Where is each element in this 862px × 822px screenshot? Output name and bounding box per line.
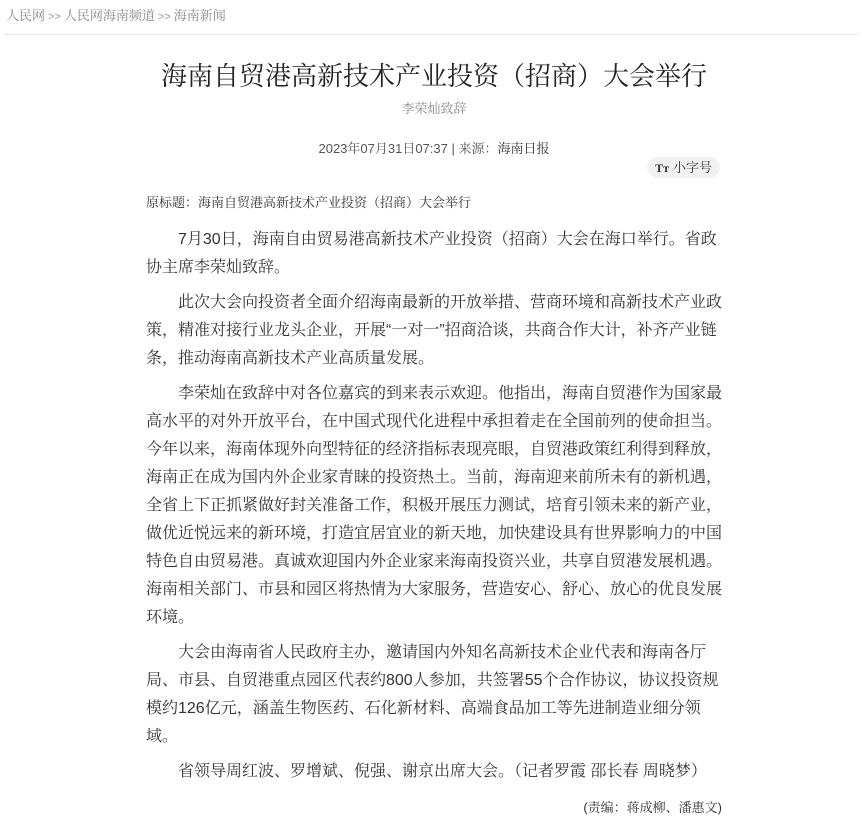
- header-divider: [4, 34, 858, 35]
- breadcrumb-separator: >>: [157, 11, 171, 23]
- publish-datetime: 2023年07月31日07:37: [318, 141, 448, 156]
- source-label: 来源：: [458, 141, 498, 156]
- paragraph: 省领导周红波、罗增斌、倪强、谢京出席大会。（记者罗霞 邵长春 周晓梦）: [178, 763, 707, 780]
- editor-credit: (责编：蒋成柳、潘惠文): [583, 800, 722, 815]
- breadcrumb-link-people[interactable]: 人民网: [6, 8, 46, 23]
- original-title: 原标题：海南自贸港高新技术产业投资（招商）大会举行: [146, 195, 472, 210]
- font-size-label: 小字号: [672, 160, 712, 175]
- article-subtitle: 李荣灿致辞: [401, 101, 467, 116]
- breadcrumb-link-hainan-news[interactable]: 海南新闻: [173, 8, 226, 23]
- paragraph: 7月30日，海南自由贸易港高新技术产业投资（招商）大会在海口举行。省政协主席李荣灿致辞。: [146, 231, 717, 276]
- paragraph: 李荣灿在致辞中对各位嘉宾的到来表示欢迎。他指出，海南自贸港作为国家最高水平的对外开放平台，在中国式现代化进程中承担着走在全国前列的使命担当。今年以来，海南体现外向型特征的经济指标表现亮眼，自贸港政策红利得到释放，海南正在成为国内外企业家青睐的投资热土。当前，海南迎来前所未有的新机遇，全省上下正抓紧做好封关准备工作，积极开展压力测试，培育引领未来的新产业，做优近悦远来的新环境，打造宜居宜业的新天地，加快建设具有世界影响力的中国特色自由贸易港。真诚欢迎国内外企业家来海南投资兴业，共享自贸港发展机遇。海南相关部门、市县和园区将热情为大家服务，营造安心、舒心、放心的优良发展环境。: [146, 385, 723, 626]
- paragraph: 此次大会向投资者全面介绍海南最新的开放举措、营商环境和高新技术产业政策，精准对接行业龙头企业，开展“一对一”招商洽谈，共商合作大计，补齐产业链条，推动海南高新技术产业高质量发展。: [146, 294, 723, 367]
- source-link[interactable]: 海南日报: [497, 141, 550, 156]
- breadcrumb: [6, 5, 226, 24]
- article-body: [146, 226, 722, 822]
- paragraph: 大会由海南省人民政府主办，邀请国内外知名高新技术企业代表和海南各厅局、市县、自贸港重点园区代表约800人参加，共签署55个合作协议，协议投资规模约126亿元，涵盖生物医药、石化新材料、高端食品加工等先进制造业细分领域。: [146, 644, 719, 745]
- page-title: 海南自贸港高新技术产业投资（招商）大会举行: [160, 61, 707, 91]
- breadcrumb-link-hainan-channel[interactable]: 人民网海南频道: [63, 8, 155, 23]
- article-meta: 2023年07月31日07:37 | 来源：海南日报: [318, 141, 550, 156]
- breadcrumb-separator: >>: [48, 11, 61, 23]
- font-size-button[interactable]: [647, 157, 720, 178]
- text-size-icon: Tт: [655, 161, 669, 175]
